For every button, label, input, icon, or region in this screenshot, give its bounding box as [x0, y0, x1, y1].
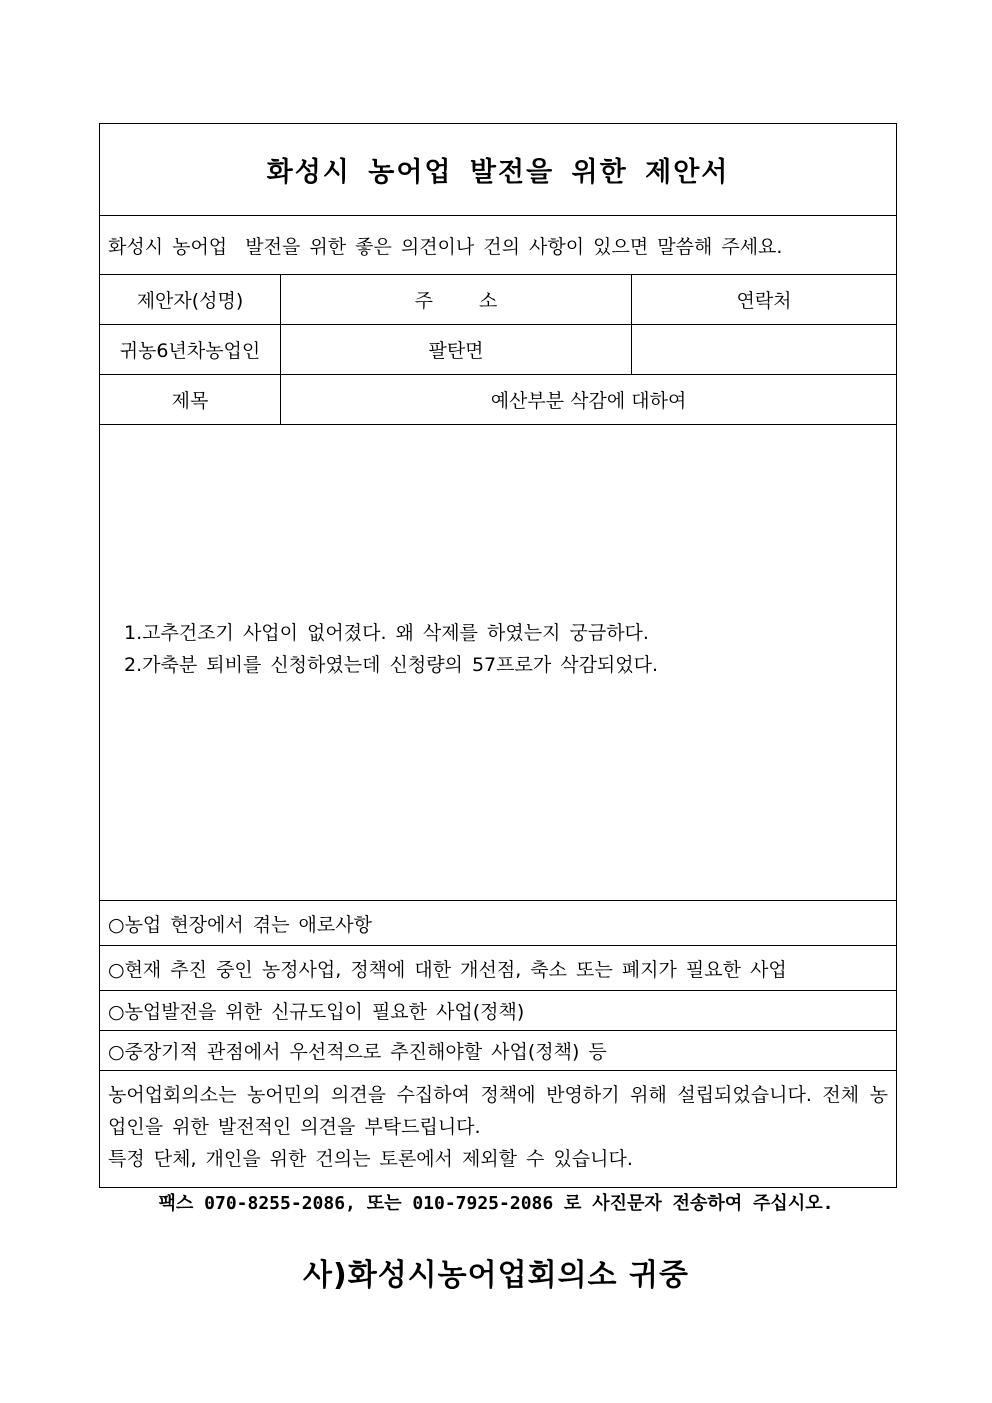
notice [100, 1071, 896, 1187]
body-line: 1.고추건조기 사업이 없어졌다. 왜 삭제를 하였는지 궁금하다. [124, 622, 649, 644]
notice-line: 특정 단체, 개인을 위한 건의는 토론에서 제외할 수 있습니다. [108, 1148, 633, 1170]
proposer-header: 제안자(성명) [100, 275, 281, 324]
address-value: 팔탄면 [281, 325, 632, 374]
guide-item: ○중장기적 관점에서 우선적으로 추진해야할 사업(정책) 등 [100, 1031, 896, 1071]
body-line: 2.가축분 퇴비를 신청하였는데 신청량의 57프로가 삭감되었다. [124, 654, 659, 676]
values-row [100, 325, 896, 375]
proposal-body [100, 425, 896, 901]
guide-item: ○농업 현장에서 겪는 애로사항 [100, 901, 896, 946]
contact-header: 연락처 [736, 290, 792, 312]
form-title: 화성시 농어업 발전을 위한 제안서 [266, 157, 730, 188]
address-header [281, 275, 632, 324]
recipient: 사)화성시농어업회의소 귀중 [303, 1258, 689, 1293]
contact-value [632, 325, 896, 374]
title-row [100, 124, 896, 216]
fax-instructions: 팩스 070-8255-2086, 또는 010-7925-2086 로 사진문자 전송하여 주십시오. [158, 1193, 834, 1214]
subject-label: 제목 [100, 375, 281, 424]
intro-row [100, 216, 896, 275]
guide-item: ○현재 추진 중인 농정사업, 정책에 대한 개선점, 축소 또는 폐지가 필요한 사업 [100, 946, 896, 991]
proposer-value: 귀농6년차농업인 [100, 325, 281, 374]
subject-row [100, 375, 896, 425]
address-header-label: 주 소 [414, 290, 518, 312]
subject-value: 예산부분 삭감에 대하여 [490, 390, 687, 412]
notice-line: 농어업회의소는 농어민의 의견을 수집하여 정책에 반영하기 위해 설립되었습니다. 전체 농업인을 위한 발전적인 의견을 부탁드립니다. [108, 1084, 888, 1138]
intro-text: 화성시 농어업 발전을 위한 좋은 의견이나 건의 사항이 있으면 말씀해 주세요. [108, 235, 783, 258]
header-row [100, 275, 896, 325]
guide-item: ○농업발전을 위한 신규도입이 필요한 사업(정책) [100, 991, 896, 1031]
proposal-body-text [124, 617, 658, 681]
proposal-form [99, 123, 897, 1188]
